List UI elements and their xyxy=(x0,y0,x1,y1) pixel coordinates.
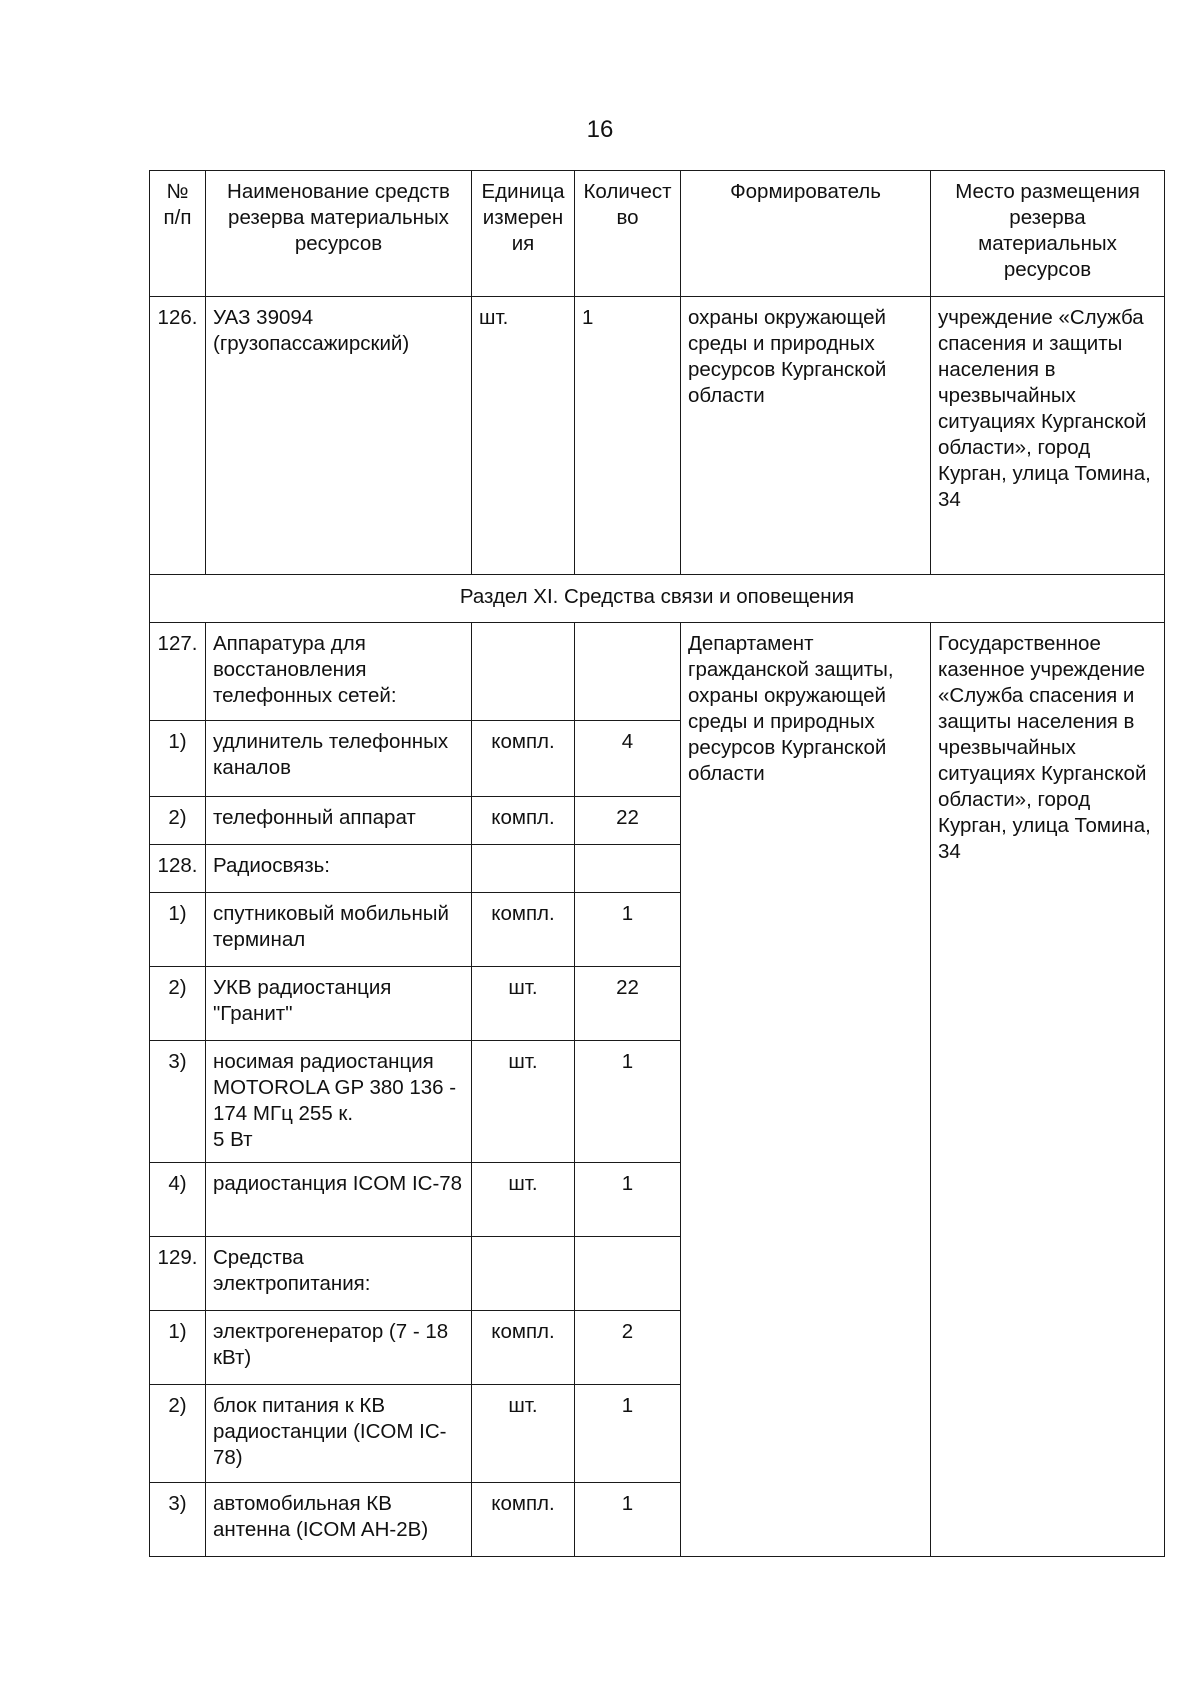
row-place: учреждение «Служба спасения и защиты населения в чрезвычайных ситуациях Курганской области», город Курган, улица Томина, 34 xyxy=(931,297,1165,575)
row-name: спутниковый мобильный терминал xyxy=(206,893,472,967)
page-number: 16 xyxy=(586,116,614,143)
row-name: носимая радиостанция MOTOROLA GP 380 136 - 174 МГц 255 к. 5 Вт xyxy=(206,1041,472,1163)
table-row xyxy=(150,297,1165,575)
row-name: Средства электропитания: xyxy=(206,1237,472,1311)
row-unit xyxy=(472,1237,575,1311)
row-qty: 22 xyxy=(575,967,681,1041)
row-num: 129. xyxy=(150,1237,206,1311)
section-place: Государственное казенное учреждение «Служба спасения и защиты населения в чрезвычайных ситуациях Курганской области», город Курган, улица Томина, 34 xyxy=(931,623,1165,1557)
row-num: 2) xyxy=(150,797,206,845)
row-unit: компл. xyxy=(472,721,575,797)
row-qty xyxy=(575,845,681,893)
row-name: УКВ радиостанция "Гранит" xyxy=(206,967,472,1041)
row-unit: компл. xyxy=(472,893,575,967)
row-num: 1) xyxy=(150,1311,206,1385)
row-name: блок питания к КВ радиостанции (ICOM IC-78) xyxy=(206,1385,472,1483)
row-unit: компл. xyxy=(472,1483,575,1557)
row-unit xyxy=(472,623,575,721)
section-row xyxy=(150,575,1165,623)
row-qty xyxy=(575,623,681,721)
row-qty: 1 xyxy=(575,1385,681,1483)
row-num: 128. xyxy=(150,845,206,893)
row-name: электрогенератор (7 - 18 кВт) xyxy=(206,1311,472,1385)
row-qty: 4 xyxy=(575,721,681,797)
section-title: Раздел XI. Средства связи и оповещения xyxy=(150,575,1165,623)
row-name: Радиосвязь: xyxy=(206,845,472,893)
header-former: Формирователь xyxy=(681,171,931,297)
header-name: Наименование средств резерва материальных ресурсов xyxy=(206,171,472,297)
row-name: автомобильная КВ антенна (ICOM AH-2B) xyxy=(206,1483,472,1557)
section-former: Департамент гражданской защиты, охраны окружающей среды и природных ресурсов Курганской области xyxy=(681,623,931,1557)
table-header-row xyxy=(150,171,1165,297)
row-num: 4) xyxy=(150,1163,206,1237)
row-former: охраны окружающей среды и природных ресурсов Курганской области xyxy=(681,297,931,575)
row-num: 1) xyxy=(150,893,206,967)
row-qty: 1 xyxy=(575,1163,681,1237)
row-qty: 22 xyxy=(575,797,681,845)
row-qty: 1 xyxy=(575,893,681,967)
row-unit: компл. xyxy=(472,797,575,845)
row-num: 127. xyxy=(150,623,206,721)
row-name: УАЗ 39094 (грузопассажирский) xyxy=(206,297,472,575)
row-qty: 1 xyxy=(575,297,681,575)
header-unit: Единица измерен ия xyxy=(472,171,575,297)
row-qty xyxy=(575,1237,681,1311)
header-qty: Количест во xyxy=(575,171,681,297)
row-name: радиостанция ICOM IC-78 xyxy=(206,1163,472,1237)
row-unit xyxy=(472,845,575,893)
row-unit: шт. xyxy=(472,1041,575,1163)
row-unit: шт. xyxy=(472,297,575,575)
row-num: 2) xyxy=(150,967,206,1041)
row-unit: шт. xyxy=(472,967,575,1041)
row-qty: 1 xyxy=(575,1041,681,1163)
table-row xyxy=(150,623,1165,721)
row-unit: шт. xyxy=(472,1163,575,1237)
row-name: Аппаратура для восстановления телефонных сетей: xyxy=(206,623,472,721)
row-num: 3) xyxy=(150,1041,206,1163)
header-num: № п/п xyxy=(150,171,206,297)
row-num: 3) xyxy=(150,1483,206,1557)
row-unit: компл. xyxy=(472,1311,575,1385)
row-unit: шт. xyxy=(472,1385,575,1483)
row-num: 126. xyxy=(150,297,206,575)
row-qty: 1 xyxy=(575,1483,681,1557)
row-name: удлинитель телефонных каналов xyxy=(206,721,472,797)
reserve-resources-table xyxy=(149,170,1165,1557)
row-num: 1) xyxy=(150,721,206,797)
header-place: Место размещения резерва материальных ресурсов xyxy=(931,171,1165,297)
row-qty: 2 xyxy=(575,1311,681,1385)
row-num: 2) xyxy=(150,1385,206,1483)
row-name: телефонный аппарат xyxy=(206,797,472,845)
